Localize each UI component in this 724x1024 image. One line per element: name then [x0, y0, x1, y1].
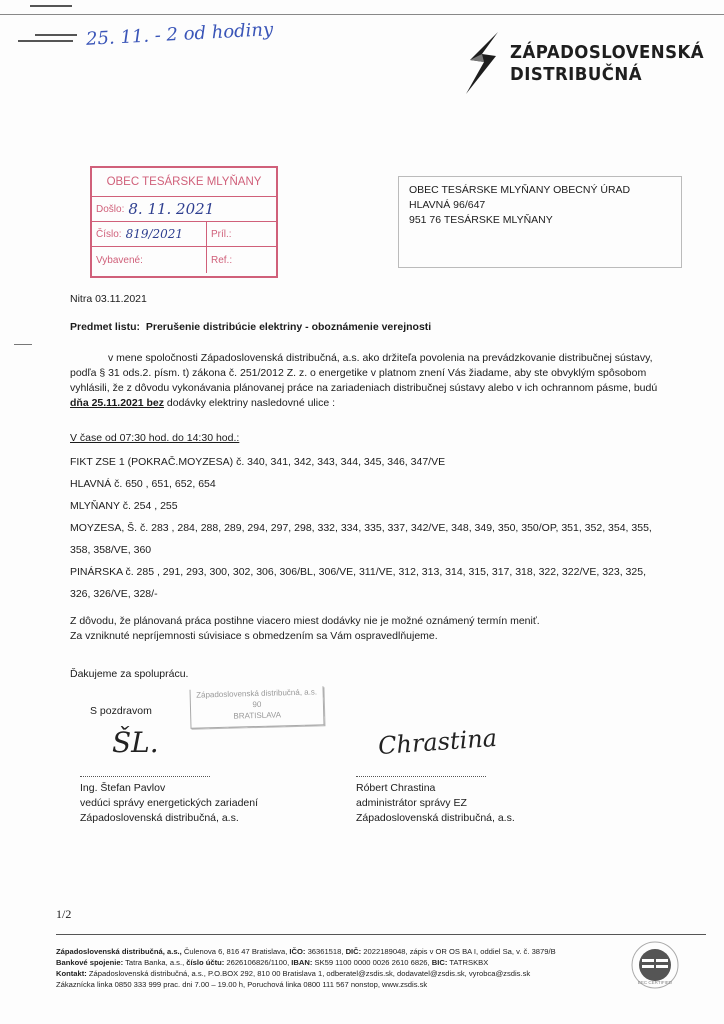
- footer-dic-label: DIČ:: [345, 947, 362, 956]
- signatory-company: Západoslovenská distribučná, a.s.: [356, 812, 515, 824]
- subject-text: Prerušenie distribúcie elektriny - oboznámenie verejnosti: [145, 321, 432, 333]
- footer-divider: [56, 934, 706, 935]
- list-item-continued: 358, 358/VE, 360: [70, 544, 152, 556]
- intro-paragraph: [70, 351, 710, 411]
- scan-artifact-mark: [30, 5, 72, 7]
- footer-account: 2626106826/1100,: [224, 958, 292, 967]
- scan-artifact-mark: [35, 34, 77, 36]
- intro-line-2: podľa § 31 ods.2. písm. t) zákona č. 251/2012 Z. z. o energetike v platnom znení Vás žiadame, aby ste obvyklým spôsobom: [70, 367, 647, 379]
- footer-line-2: [56, 957, 626, 968]
- outage-date: dňa 25.11.2021 bez: [70, 397, 164, 409]
- signatory-company: Západoslovenská distribučná, a.s.: [80, 812, 239, 824]
- street-list: [70, 455, 710, 609]
- footer-ico-label: IČO:: [289, 947, 306, 956]
- footer-line-4: Zákaznícka linka 0850 333 999 prac. dni 7.00 – 19.00 h, Poruchová linka 0800 111 567 nonstop, www.zsdis.sk: [56, 980, 428, 989]
- footer-line-1: [56, 946, 626, 957]
- notice-line-1: Z dôvodu, že plánovaná práca postihne viacero miest dodávky nie je možné oznámený termín meniť.: [70, 615, 540, 627]
- stamp-ref-label: Ref.:: [211, 254, 233, 266]
- footer-account-label: číslo účtu:: [186, 958, 225, 967]
- list-item: MOYZESA, Š. č. 283 , 284, 288, 289, 294, 297, 298, 332, 334, 335, 337, 342/VE, 348, 349, 350, 350/OP, 351, 352, 354, 355,: [70, 522, 652, 534]
- stamp-cislo-label: Číslo:: [96, 228, 122, 240]
- company-stamp-line-1: Západoslovenská distribučná, a.s.: [196, 687, 318, 700]
- intro-line-3: vyhlásili, že z dôvodu vykonávania plánovanej práce na zariadeniach distribučnej sústavy alebo v ich ochrannom pásme, budú: [70, 382, 658, 394]
- signature-line: [356, 776, 486, 777]
- recipient-address-box: [398, 176, 682, 268]
- intro-line-1: v mene spoločnosti Západoslovenská distribučná, a.s. ako držiteľa povolenia na prevádzkovanie distribučnej sústavy,: [108, 352, 653, 364]
- list-item: PINÁRSKA č. 285 , 291, 293, 300, 302, 306, 306/BL, 306/VE, 311/VE, 312, 313, 314, 315, 317, 318, 322, 322/VE, 323, 325,: [70, 566, 646, 578]
- page-number: 1/2: [56, 907, 72, 921]
- stamp-doslo-value: 8. 11. 2021: [128, 200, 215, 218]
- scan-artifact-mark: [18, 40, 73, 42]
- footer-iban: SK59 1100 0000 0026 2610 6826,: [312, 958, 432, 967]
- signatory-role: vedúci správy energetických zariadení: [80, 797, 259, 809]
- footer-contact-label: Kontakt:: [56, 969, 87, 978]
- subject-label: Predmet listu:: [70, 321, 141, 333]
- recipient-line-2: HLAVNÁ 96/647: [409, 199, 486, 211]
- logo-line-2: DISTRIBUČNÁ: [510, 64, 643, 85]
- footer-bic-label: BIC:: [431, 958, 448, 967]
- recipient-line-3: 951 76 TESÁRSKE MLYŇANY: [409, 214, 553, 226]
- place-date: Nitra 03.11.2021: [70, 293, 147, 305]
- footer-line-3: [56, 968, 626, 979]
- signatory-role: administrátor správy EZ: [356, 797, 467, 809]
- company-stamp-line-2: 90: [252, 699, 262, 710]
- list-item-continued: 326, 326/VE, 328/-: [70, 588, 158, 600]
- signatory-name: Ing. Štefan Pavlov: [80, 782, 166, 794]
- signatory-block-2: [356, 776, 515, 826]
- footer-address: Čulenova 6, 816 47 Bratislava,: [181, 947, 290, 956]
- scan-artifact-line: [0, 14, 724, 15]
- signature-chrastina: Chrastina: [377, 723, 498, 761]
- stamp-cislo-value: 819/2021: [125, 227, 184, 241]
- footer-iban-label: IBAN:: [291, 958, 313, 967]
- footer-contact: Západoslovenská distribučná, a.s., P.O.BOX 292, 810 00 Bratislava 1, odberatel@zsdis.sk, dodavatel@zsdis.sk, vyrobca@zsdis.sk: [86, 969, 531, 978]
- footer-dic: 2022189048, zápis v OR OS BA I, oddiel Sa, v. č. 3879/B: [361, 947, 556, 956]
- signatory-name: Róbert Chrastina: [356, 782, 436, 794]
- stamp-row-vybavene: [92, 246, 276, 273]
- stamp-vybavene-label: Vybavené:: [92, 247, 207, 273]
- handwritten-note: 25. 11. - 2 od hodiny: [85, 19, 274, 50]
- company-stamp: [190, 686, 325, 728]
- certification-badge: [630, 940, 680, 990]
- signature-pavlov: ŠL.: [112, 726, 159, 759]
- footer-bank-label: Bankové spojenie:: [56, 958, 124, 967]
- receipt-stamp: [90, 166, 278, 278]
- footer-bank: Tatra Banka, a.s.,: [123, 958, 187, 967]
- signature-line: [80, 776, 210, 777]
- scan-artifact-mark: [14, 344, 32, 345]
- footer-ico: 36361518,: [305, 947, 346, 956]
- stamp-title: OBEC TESÁRSKE MLYŇANY: [106, 176, 262, 188]
- time-window: V čase od 07:30 hod. do 14:30 hod.:: [70, 432, 240, 444]
- lightning-bolt-icon: [462, 32, 502, 94]
- intro-line-4-rest: dodávky elektriny nasledovné ulice :: [163, 397, 335, 409]
- logo-line-1: ZÁPADOSLOVENSKÁ: [510, 42, 705, 63]
- footer-info: [56, 946, 626, 990]
- company-stamp-line-3: BRATISLAVA: [233, 710, 282, 721]
- greeting-text: S pozdravom: [90, 705, 152, 717]
- subject-line: [70, 320, 431, 335]
- signatory-block-1: [80, 776, 258, 826]
- list-item: FIKT ZSE 1 (POKRAČ.MOYZESA) č. 340, 341, 342, 343, 344, 345, 346, 347/VE: [70, 456, 446, 468]
- thanks-text: Ďakujeme za spoluprácu.: [70, 668, 189, 680]
- list-item: MLYŇANY č. 254 , 255: [70, 500, 178, 512]
- intro-line-4: [70, 396, 710, 411]
- footer-bic: TATRSKBX: [447, 958, 489, 967]
- list-item: HLAVNÁ č. 650 , 651, 652, 654: [70, 478, 216, 490]
- recipient-line-1: OBEC TESÁRSKE MLYŇANY OBECNÝ ÚRAD: [409, 184, 631, 196]
- notice-paragraph: [70, 614, 710, 644]
- stamp-row-cislo: [92, 221, 276, 246]
- stamp-doslo-label: Došlo:: [96, 203, 125, 215]
- stamp-pril-label: Príl.:: [211, 228, 232, 240]
- notice-line-2: Za vzniknuté nepríjemnosti súvisiace s obmedzením sa Vám ospravedlňujeme.: [70, 630, 438, 642]
- stamp-row-doslo: [92, 196, 276, 221]
- company-logo: [462, 32, 705, 92]
- cert-badge-text: EEC CERTIFIED: [637, 980, 673, 985]
- footer-company: Západoslovenská distribučná, a.s.,: [56, 947, 182, 956]
